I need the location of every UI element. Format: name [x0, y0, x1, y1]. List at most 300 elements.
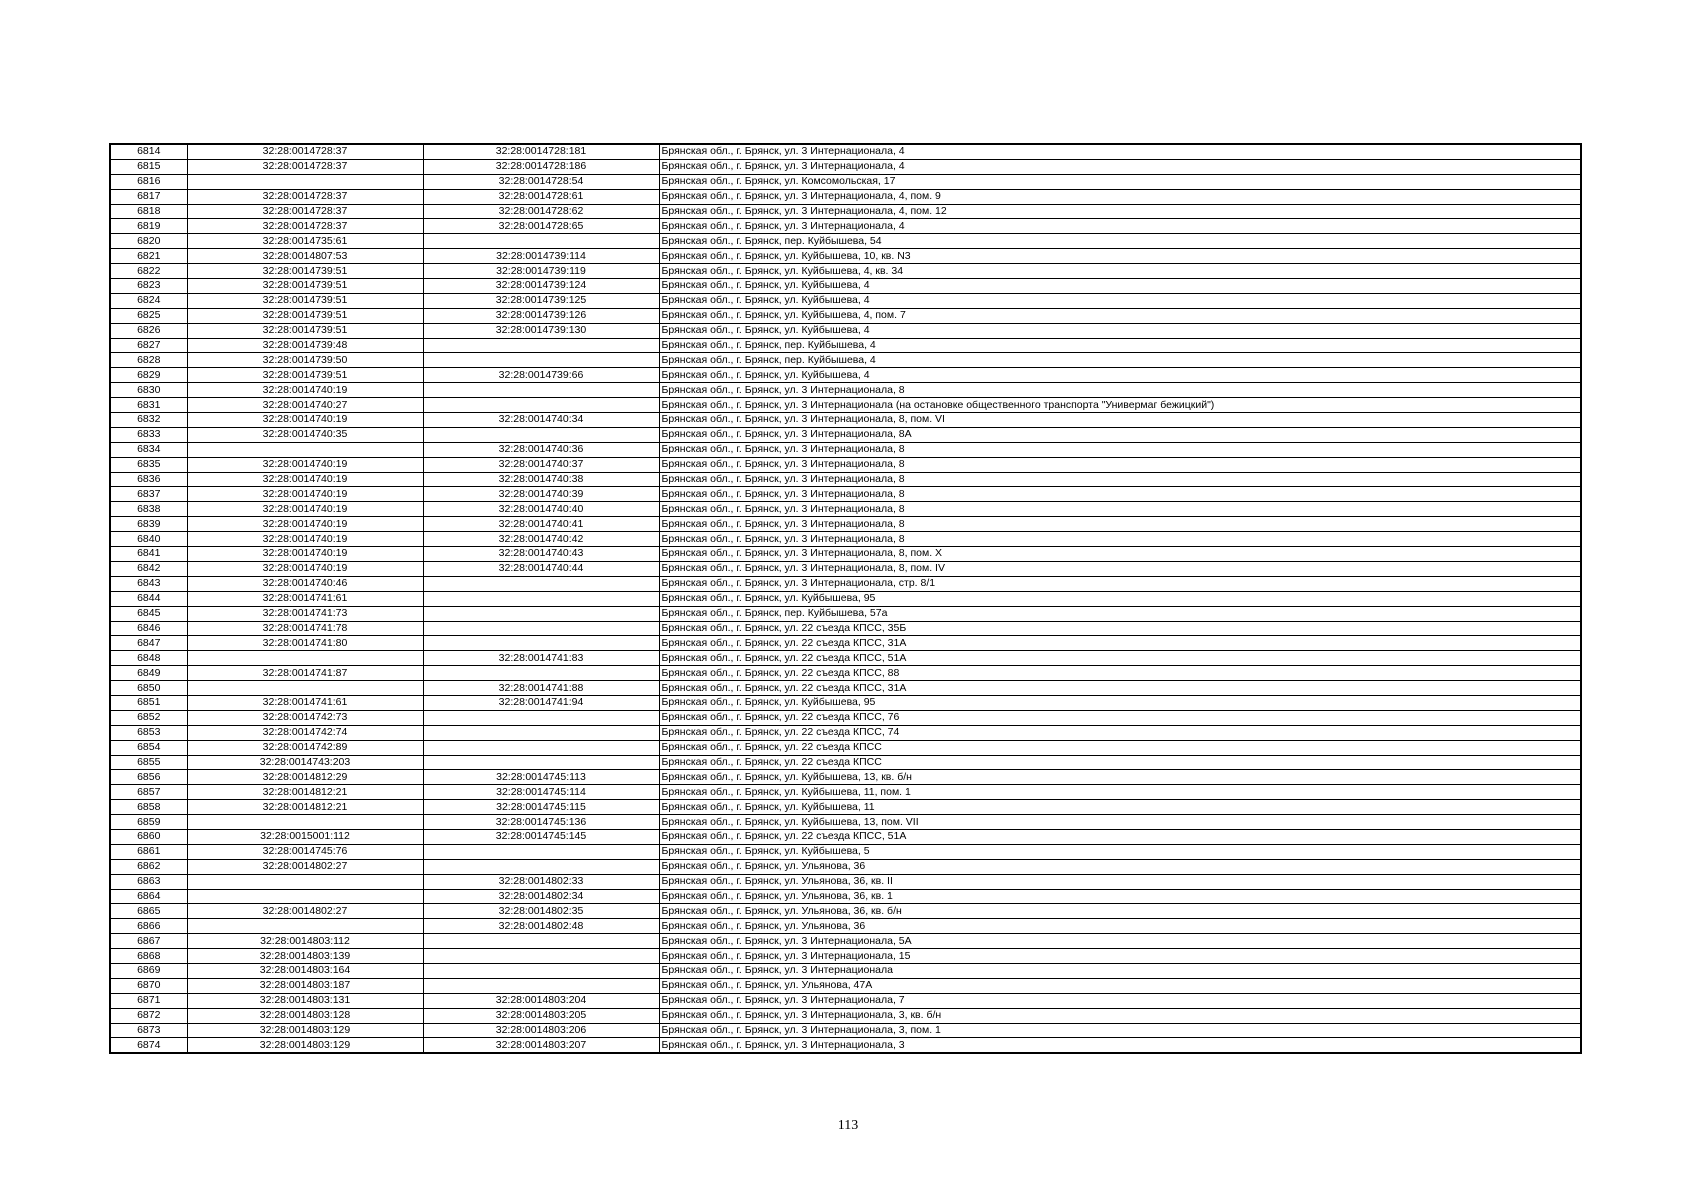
- cadastral-number-cell: 32:28:0014739:50: [187, 353, 423, 368]
- object-cadastral-number-cell: [423, 978, 659, 993]
- cadastral-number-cell: 32:28:0014745:76: [187, 844, 423, 859]
- object-cadastral-number-cell: 32:28:0014745:114: [423, 785, 659, 800]
- cadastral-number-cell: 32:28:0014742:89: [187, 740, 423, 755]
- object-cadastral-number-cell: 32:28:0014740:39: [423, 487, 659, 502]
- row-number-cell: 6817: [110, 189, 187, 204]
- table-row: [110, 591, 1581, 606]
- address-cell: Брянская обл., г. Брянск, ул. Куйбышева, 4: [659, 368, 1581, 383]
- cadastral-number-cell: 32:28:0014803:187: [187, 978, 423, 993]
- object-cadastral-number-cell: [423, 949, 659, 964]
- cadastral-number-cell: 32:28:0014740:19: [187, 502, 423, 517]
- address-cell: Брянская обл., г. Брянск, ул. 22 съезда КПСС, 51А: [659, 829, 1581, 844]
- cadastral-number-cell: 32:28:0014742:73: [187, 710, 423, 725]
- cadastral-number-cell: [187, 651, 423, 666]
- cadastral-number-cell: 32:28:0014803:129: [187, 1038, 423, 1053]
- table-row: [110, 800, 1581, 815]
- table-row: [110, 1038, 1581, 1053]
- cadastral-number-cell: 32:28:0014728:37: [187, 144, 423, 159]
- cadastral-number-cell: 32:28:0014739:51: [187, 323, 423, 338]
- table-row: [110, 219, 1581, 234]
- row-number-cell: 6862: [110, 859, 187, 874]
- object-cadastral-number-cell: 32:28:0014739:124: [423, 279, 659, 294]
- address-cell: Брянская обл., г. Брянск, ул. Куйбышева, 4, кв. 34: [659, 264, 1581, 279]
- cadastral-number-cell: 32:28:0014740:19: [187, 561, 423, 576]
- address-cell: Брянская обл., г. Брянск, ул. 3 Интернационала, 8: [659, 457, 1581, 472]
- cadastral-number-cell: 32:28:0014812:29: [187, 770, 423, 785]
- table-row: [110, 264, 1581, 279]
- object-cadastral-number-cell: [423, 383, 659, 398]
- table-row: [110, 606, 1581, 621]
- row-number-cell: 6845: [110, 606, 187, 621]
- address-cell: Брянская обл., г. Брянск, ул. 3 Интернационала, 8, пом. X: [659, 547, 1581, 562]
- object-cadastral-number-cell: [423, 591, 659, 606]
- object-cadastral-number-cell: 32:28:0014728:61: [423, 189, 659, 204]
- object-cadastral-number-cell: 32:28:0014802:48: [423, 919, 659, 934]
- row-number-cell: 6865: [110, 904, 187, 919]
- address-cell: Брянская обл., г. Брянск, ул. 3 Интернационала (на остановке общественного транспорта "Универмаг бежицкий"): [659, 398, 1581, 413]
- row-number-cell: 6868: [110, 949, 187, 964]
- table-row: [110, 919, 1581, 934]
- address-cell: Брянская обл., г. Брянск, пер. Куйбышева, 4: [659, 338, 1581, 353]
- table-row: [110, 144, 1581, 159]
- cadastral-number-cell: [187, 815, 423, 830]
- address-cell: Брянская обл., г. Брянск, ул. 3 Интернационала: [659, 963, 1581, 978]
- row-number-cell: 6826: [110, 323, 187, 338]
- row-number-cell: 6847: [110, 636, 187, 651]
- object-cadastral-number-cell: 32:28:0014802:34: [423, 889, 659, 904]
- object-cadastral-number-cell: [423, 606, 659, 621]
- table-row: [110, 398, 1581, 413]
- cadastral-number-cell: 32:28:0014802:27: [187, 859, 423, 874]
- table-row: [110, 636, 1581, 651]
- table-row: [110, 725, 1581, 740]
- address-cell: Брянская обл., г. Брянск, ул. 22 съезда КПСС, 35Б: [659, 621, 1581, 636]
- cadastral-number-cell: 32:28:0014740:19: [187, 517, 423, 532]
- table-row: [110, 338, 1581, 353]
- address-cell: Брянская обл., г. Брянск, ул. Куйбышева, 13, кв. б/н: [659, 770, 1581, 785]
- row-number-cell: 6841: [110, 547, 187, 562]
- object-cadastral-number-cell: 32:28:0014745:113: [423, 770, 659, 785]
- address-cell: Брянская обл., г. Брянск, ул. 3 Интернационала, 5А: [659, 934, 1581, 949]
- row-number-cell: 6832: [110, 413, 187, 428]
- object-cadastral-number-cell: 32:28:0014741:83: [423, 651, 659, 666]
- row-number-cell: 6858: [110, 800, 187, 815]
- cadastral-number-cell: 32:28:0014740:19: [187, 457, 423, 472]
- table-row: [110, 904, 1581, 919]
- row-number-cell: 6849: [110, 666, 187, 681]
- cadastral-number-cell: [187, 174, 423, 189]
- object-cadastral-number-cell: [423, 755, 659, 770]
- object-cadastral-number-cell: 32:28:0014739:119: [423, 264, 659, 279]
- address-cell: Брянская обл., г. Брянск, ул. 3 Интернационала, 3: [659, 1038, 1581, 1053]
- cadastral-number-cell: 32:28:0014728:37: [187, 159, 423, 174]
- object-cadastral-number-cell: 32:28:0014745:136: [423, 815, 659, 830]
- table-row: [110, 1023, 1581, 1038]
- address-cell: Брянская обл., г. Брянск, пер. Куйбышева, 4: [659, 353, 1581, 368]
- cadastral-number-cell: 32:28:0014740:19: [187, 413, 423, 428]
- row-number-cell: 6874: [110, 1038, 187, 1053]
- row-number-cell: 6819: [110, 219, 187, 234]
- cadastral-number-cell: [187, 889, 423, 904]
- address-cell: Брянская обл., г. Брянск, ул. 22 съезда КПСС, 31А: [659, 681, 1581, 696]
- address-cell: Брянская обл., г. Брянск, ул. 22 съезда КПСС: [659, 755, 1581, 770]
- row-number-cell: 6848: [110, 651, 187, 666]
- object-cadastral-number-cell: [423, 859, 659, 874]
- cadastral-number-cell: 32:28:0014739:51: [187, 264, 423, 279]
- table-row: [110, 874, 1581, 889]
- table-row: [110, 427, 1581, 442]
- address-cell: Брянская обл., г. Брянск, ул. 3 Интернационала, 8, пом. VI: [659, 413, 1581, 428]
- row-number-cell: 6825: [110, 308, 187, 323]
- table-row: [110, 710, 1581, 725]
- object-cadastral-number-cell: 32:28:0014740:44: [423, 561, 659, 576]
- cadastral-number-cell: 32:28:0014741:61: [187, 695, 423, 710]
- page-number: 113: [837, 1118, 859, 1133]
- cadastral-number-cell: 32:28:0014739:51: [187, 279, 423, 294]
- cadastral-number-cell: 32:28:0014735:61: [187, 234, 423, 249]
- object-cadastral-number-cell: [423, 934, 659, 949]
- table-row: [110, 457, 1581, 472]
- address-cell: Брянская обл., г. Брянск, ул. 3 Интернационала, 8: [659, 472, 1581, 487]
- address-cell: Брянская обл., г. Брянск, ул. 3 Интернационала, 15: [659, 949, 1581, 964]
- address-cell: Брянская обл., г. Брянск, ул. 3 Интернационала, 4: [659, 144, 1581, 159]
- table-row: [110, 770, 1581, 785]
- object-cadastral-number-cell: 32:28:0014739:66: [423, 368, 659, 383]
- cadastral-number-cell: 32:28:0014741:80: [187, 636, 423, 651]
- row-number-cell: 6869: [110, 963, 187, 978]
- object-cadastral-number-cell: [423, 576, 659, 591]
- cadastral-number-cell: [187, 874, 423, 889]
- address-cell: Брянская обл., г. Брянск, ул. Ульянова, 36: [659, 859, 1581, 874]
- row-number-cell: 6844: [110, 591, 187, 606]
- table-row: [110, 383, 1581, 398]
- table-row: [110, 889, 1581, 904]
- row-number-cell: 6851: [110, 695, 187, 710]
- row-number-cell: 6823: [110, 279, 187, 294]
- table-row: [110, 740, 1581, 755]
- address-cell: Брянская обл., г. Брянск, ул. 3 Интернационала, 8: [659, 383, 1581, 398]
- cadastral-number-cell: 32:28:0014743:203: [187, 755, 423, 770]
- table-row: [110, 174, 1581, 189]
- table-row: [110, 1008, 1581, 1023]
- cadastral-number-cell: 32:28:0014741:73: [187, 606, 423, 621]
- table-row: [110, 159, 1581, 174]
- address-cell: Брянская обл., г. Брянск, ул. Ульянова, 36, кв. б/н: [659, 904, 1581, 919]
- cadastral-number-cell: [187, 442, 423, 457]
- address-cell: Брянская обл., г. Брянск, ул. Ульянова, 36, кв. 1: [659, 889, 1581, 904]
- table-row: [110, 353, 1581, 368]
- row-number-cell: 6835: [110, 457, 187, 472]
- cadastral-number-cell: 32:28:0014740:27: [187, 398, 423, 413]
- address-cell: Брянская обл., г. Брянск, ул. 22 съезда КПСС, 31А: [659, 636, 1581, 651]
- address-cell: Брянская обл., г. Брянск, ул. 3 Интернационала, 8: [659, 487, 1581, 502]
- cadastral-number-cell: 32:28:0014739:51: [187, 368, 423, 383]
- address-cell: Брянская обл., г. Брянск, ул. Куйбышева, 4, пом. 7: [659, 308, 1581, 323]
- object-cadastral-number-cell: [423, 353, 659, 368]
- object-cadastral-number-cell: [423, 398, 659, 413]
- table-row: [110, 695, 1581, 710]
- row-number-cell: 6859: [110, 815, 187, 830]
- row-number-cell: 6852: [110, 710, 187, 725]
- row-number-cell: 6842: [110, 561, 187, 576]
- table-row: [110, 442, 1581, 457]
- object-cadastral-number-cell: 32:28:0014728:65: [423, 219, 659, 234]
- object-cadastral-number-cell: 32:28:0014740:34: [423, 413, 659, 428]
- cadastral-number-cell: 32:28:0014740:19: [187, 472, 423, 487]
- table-row: [110, 621, 1581, 636]
- table-row: [110, 651, 1581, 666]
- table-row: [110, 755, 1581, 770]
- cadastral-number-cell: 32:28:0014739:51: [187, 293, 423, 308]
- address-cell: Брянская обл., г. Брянск, ул. 3 Интернационала, 8: [659, 442, 1581, 457]
- address-cell: Брянская обл., г. Брянск, ул. 22 съезда КПСС, 88: [659, 666, 1581, 681]
- address-cell: Брянская обл., г. Брянск, ул. 3 Интернационала, 8: [659, 502, 1581, 517]
- object-cadastral-number-cell: 32:28:0014741:88: [423, 681, 659, 696]
- table-row: [110, 949, 1581, 964]
- row-number-cell: 6836: [110, 472, 187, 487]
- address-cell: Брянская обл., г. Брянск, ул. Куйбышева, 5: [659, 844, 1581, 859]
- object-cadastral-number-cell: 32:28:0014728:181: [423, 144, 659, 159]
- address-cell: Брянская обл., г. Брянск, ул. Куйбышева, 13, пом. VII: [659, 815, 1581, 830]
- table-row: [110, 561, 1581, 576]
- table-row: [110, 249, 1581, 264]
- row-number-cell: 6873: [110, 1023, 187, 1038]
- table-row: [110, 189, 1581, 204]
- row-number-cell: 6830: [110, 383, 187, 398]
- row-number-cell: 6843: [110, 576, 187, 591]
- cadastral-number-cell: 32:28:0014803:131: [187, 993, 423, 1008]
- row-number-cell: 6850: [110, 681, 187, 696]
- object-cadastral-number-cell: [423, 963, 659, 978]
- object-cadastral-number-cell: 32:28:0014740:42: [423, 532, 659, 547]
- address-cell: Брянская обл., г. Брянск, ул. 3 Интернационала, 3, пом. 1: [659, 1023, 1581, 1038]
- cadastral-number-cell: 32:28:0014741:61: [187, 591, 423, 606]
- cadastral-number-cell: 32:28:0014740:19: [187, 383, 423, 398]
- object-cadastral-number-cell: 32:28:0014740:38: [423, 472, 659, 487]
- table-row: [110, 829, 1581, 844]
- row-number-cell: 6831: [110, 398, 187, 413]
- row-number-cell: 6833: [110, 427, 187, 442]
- cadastral-number-cell: 32:28:0014741:78: [187, 621, 423, 636]
- object-cadastral-number-cell: [423, 636, 659, 651]
- address-cell: Брянская обл., г. Брянск, ул. 3 Интернационала, 4: [659, 219, 1581, 234]
- cadastral-number-cell: 32:28:0014740:19: [187, 487, 423, 502]
- cadastral-number-cell: 32:28:0014803:128: [187, 1008, 423, 1023]
- address-cell: Брянская обл., г. Брянск, ул. Ульянова, 36: [659, 919, 1581, 934]
- row-number-cell: 6866: [110, 919, 187, 934]
- table-row: [110, 532, 1581, 547]
- object-cadastral-number-cell: [423, 740, 659, 755]
- object-cadastral-number-cell: 32:28:0014745:145: [423, 829, 659, 844]
- address-cell: Брянская обл., г. Брянск, пер. Куйбышева, 54: [659, 234, 1581, 249]
- address-cell: Брянская обл., г. Брянск, ул. Куйбышева, 4: [659, 279, 1581, 294]
- row-number-cell: 6814: [110, 144, 187, 159]
- row-number-cell: 6827: [110, 338, 187, 353]
- cadastral-number-cell: 32:28:0014728:37: [187, 189, 423, 204]
- table-row: [110, 487, 1581, 502]
- table-row: [110, 785, 1581, 800]
- address-cell: Брянская обл., г. Брянск, ул. 3 Интернационала, 4: [659, 159, 1581, 174]
- table-row: [110, 204, 1581, 219]
- cadastral-number-cell: 32:28:0014739:51: [187, 308, 423, 323]
- cadastral-table: [109, 143, 1582, 1054]
- address-cell: Брянская обл., г. Брянск, ул. 3 Интернационала, 7: [659, 993, 1581, 1008]
- row-number-cell: 6870: [110, 978, 187, 993]
- table-row: [110, 293, 1581, 308]
- address-cell: Брянская обл., г. Брянск, ул. Куйбышева, 4: [659, 293, 1581, 308]
- object-cadastral-number-cell: 32:28:0014803:207: [423, 1038, 659, 1053]
- table-row: [110, 681, 1581, 696]
- address-cell: Брянская обл., г. Брянск, ул. 3 Интернационала, 4, пом. 9: [659, 189, 1581, 204]
- table-row: [110, 517, 1581, 532]
- object-cadastral-number-cell: 32:28:0014739:130: [423, 323, 659, 338]
- address-cell: Брянская обл., г. Брянск, ул. 3 Интернационала, 4, пом. 12: [659, 204, 1581, 219]
- cadastral-number-cell: 32:28:0014803:129: [187, 1023, 423, 1038]
- cadastral-number-cell: 32:28:0014740:46: [187, 576, 423, 591]
- row-number-cell: 6872: [110, 1008, 187, 1023]
- object-cadastral-number-cell: [423, 725, 659, 740]
- address-cell: Брянская обл., г. Брянск, ул. 3 Интернационала, 8: [659, 532, 1581, 547]
- table-row: [110, 472, 1581, 487]
- row-number-cell: 6821: [110, 249, 187, 264]
- object-cadastral-number-cell: 32:28:0014803:205: [423, 1008, 659, 1023]
- address-cell: Брянская обл., г. Брянск, ул. Куйбышева, 10, кв. N3: [659, 249, 1581, 264]
- row-number-cell: 6846: [110, 621, 187, 636]
- table-row: [110, 413, 1581, 428]
- object-cadastral-number-cell: 32:28:0014728:186: [423, 159, 659, 174]
- cadastral-number-cell: 32:28:0014812:21: [187, 785, 423, 800]
- row-number-cell: 6863: [110, 874, 187, 889]
- object-cadastral-number-cell: [423, 621, 659, 636]
- row-number-cell: 6829: [110, 368, 187, 383]
- object-cadastral-number-cell: 32:28:0014745:115: [423, 800, 659, 815]
- row-number-cell: 6871: [110, 993, 187, 1008]
- row-number-cell: 6839: [110, 517, 187, 532]
- address-cell: Брянская обл., г. Брянск, ул. Куйбышева, 95: [659, 695, 1581, 710]
- row-number-cell: 6838: [110, 502, 187, 517]
- address-cell: Брянская обл., г. Брянск, ул. Комсомольская, 17: [659, 174, 1581, 189]
- cadastral-number-cell: 32:28:0014803:139: [187, 949, 423, 964]
- row-number-cell: 6864: [110, 889, 187, 904]
- address-cell: Брянская обл., г. Брянск, ул. 22 съезда КПСС, 51А: [659, 651, 1581, 666]
- row-number-cell: 6820: [110, 234, 187, 249]
- row-number-cell: 6861: [110, 844, 187, 859]
- cadastral-number-cell: 32:28:0014742:74: [187, 725, 423, 740]
- row-number-cell: 6834: [110, 442, 187, 457]
- address-cell: Брянская обл., г. Брянск, ул. Куйбышева, 11: [659, 800, 1581, 815]
- table-row: [110, 279, 1581, 294]
- table-row: [110, 859, 1581, 874]
- object-cadastral-number-cell: 32:28:0014740:41: [423, 517, 659, 532]
- table-row: [110, 978, 1581, 993]
- object-cadastral-number-cell: [423, 666, 659, 681]
- address-cell: Брянская обл., г. Брянск, ул. 3 Интернационала, 8А: [659, 427, 1581, 442]
- object-cadastral-number-cell: 32:28:0014740:36: [423, 442, 659, 457]
- cadastral-number-cell: 32:28:0014728:37: [187, 204, 423, 219]
- table-body: [110, 144, 1581, 1053]
- row-number-cell: 6824: [110, 293, 187, 308]
- object-cadastral-number-cell: 32:28:0014740:40: [423, 502, 659, 517]
- cadastral-number-cell: 32:28:0014807:53: [187, 249, 423, 264]
- table-row: [110, 993, 1581, 1008]
- row-number-cell: 6815: [110, 159, 187, 174]
- object-cadastral-number-cell: 32:28:0014728:62: [423, 204, 659, 219]
- table-row: [110, 323, 1581, 338]
- object-cadastral-number-cell: [423, 844, 659, 859]
- object-cadastral-number-cell: 32:28:0014739:114: [423, 249, 659, 264]
- cadastral-number-cell: 32:28:0015001:112: [187, 829, 423, 844]
- row-number-cell: 6816: [110, 174, 187, 189]
- table-row: [110, 502, 1581, 517]
- address-cell: Брянская обл., г. Брянск, ул. Куйбышева, 4: [659, 323, 1581, 338]
- object-cadastral-number-cell: 32:28:0014803:206: [423, 1023, 659, 1038]
- object-cadastral-number-cell: [423, 710, 659, 725]
- row-number-cell: 6860: [110, 829, 187, 844]
- cadastral-number-cell: 32:28:0014803:164: [187, 963, 423, 978]
- cadastral-number-cell: [187, 681, 423, 696]
- address-cell: Брянская обл., г. Брянск, ул. 3 Интернационала, стр. 8/1: [659, 576, 1581, 591]
- row-number-cell: 6856: [110, 770, 187, 785]
- address-cell: Брянская обл., г. Брянск, ул. 3 Интернационала, 8: [659, 517, 1581, 532]
- object-cadastral-number-cell: [423, 427, 659, 442]
- object-cadastral-number-cell: [423, 338, 659, 353]
- object-cadastral-number-cell: [423, 234, 659, 249]
- cadastral-number-cell: 32:28:0014803:112: [187, 934, 423, 949]
- row-number-cell: 6818: [110, 204, 187, 219]
- cadastral-number-cell: 32:28:0014728:37: [187, 219, 423, 234]
- object-cadastral-number-cell: 32:28:0014803:204: [423, 993, 659, 1008]
- object-cadastral-number-cell: 32:28:0014740:37: [423, 457, 659, 472]
- table-row: [110, 576, 1581, 591]
- address-cell: Брянская обл., г. Брянск, ул. 22 съезда КПСС, 76: [659, 710, 1581, 725]
- cadastral-number-cell: 32:28:0014739:48: [187, 338, 423, 353]
- address-cell: Брянская обл., г. Брянск, ул. Ульянова, 36, кв. II: [659, 874, 1581, 889]
- row-number-cell: 6840: [110, 532, 187, 547]
- row-number-cell: 6855: [110, 755, 187, 770]
- table-row: [110, 308, 1581, 323]
- address-cell: Брянская обл., г. Брянск, ул. 3 Интернационала, 8, пом. IV: [659, 561, 1581, 576]
- object-cadastral-number-cell: 32:28:0014739:125: [423, 293, 659, 308]
- cadastral-number-cell: 32:28:0014740:19: [187, 532, 423, 547]
- row-number-cell: 6853: [110, 725, 187, 740]
- table-row: [110, 368, 1581, 383]
- table-row: [110, 934, 1581, 949]
- cadastral-number-cell: 32:28:0014741:87: [187, 666, 423, 681]
- row-number-cell: 6867: [110, 934, 187, 949]
- address-cell: Брянская обл., г. Брянск, ул. 3 Интернационала, 3, кв. б/н: [659, 1008, 1581, 1023]
- address-cell: Брянская обл., г. Брянск, ул. 22 съезда КПСС: [659, 740, 1581, 755]
- row-number-cell: 6854: [110, 740, 187, 755]
- row-number-cell: 6837: [110, 487, 187, 502]
- table-row: [110, 547, 1581, 562]
- cadastral-number-cell: 32:28:0014812:21: [187, 800, 423, 815]
- cadastral-number-cell: 32:28:0014802:27: [187, 904, 423, 919]
- address-cell: Брянская обл., г. Брянск, ул. Куйбышева, 11, пом. 1: [659, 785, 1581, 800]
- table-row: [110, 963, 1581, 978]
- object-cadastral-number-cell: 32:28:0014740:43: [423, 547, 659, 562]
- address-cell: Брянская обл., г. Брянск, ул. Ульянова, 47А: [659, 978, 1581, 993]
- object-cadastral-number-cell: 32:28:0014802:35: [423, 904, 659, 919]
- row-number-cell: 6822: [110, 264, 187, 279]
- address-cell: Брянская обл., г. Брянск, ул. 22 съезда КПСС, 74: [659, 725, 1581, 740]
- table-row: [110, 666, 1581, 681]
- object-cadastral-number-cell: 32:28:0014802:33: [423, 874, 659, 889]
- row-number-cell: 6828: [110, 353, 187, 368]
- object-cadastral-number-cell: 32:28:0014739:126: [423, 308, 659, 323]
- object-cadastral-number-cell: 32:28:0014728:54: [423, 174, 659, 189]
- table-row: [110, 234, 1581, 249]
- cadastral-number-cell: 32:28:0014740:19: [187, 547, 423, 562]
